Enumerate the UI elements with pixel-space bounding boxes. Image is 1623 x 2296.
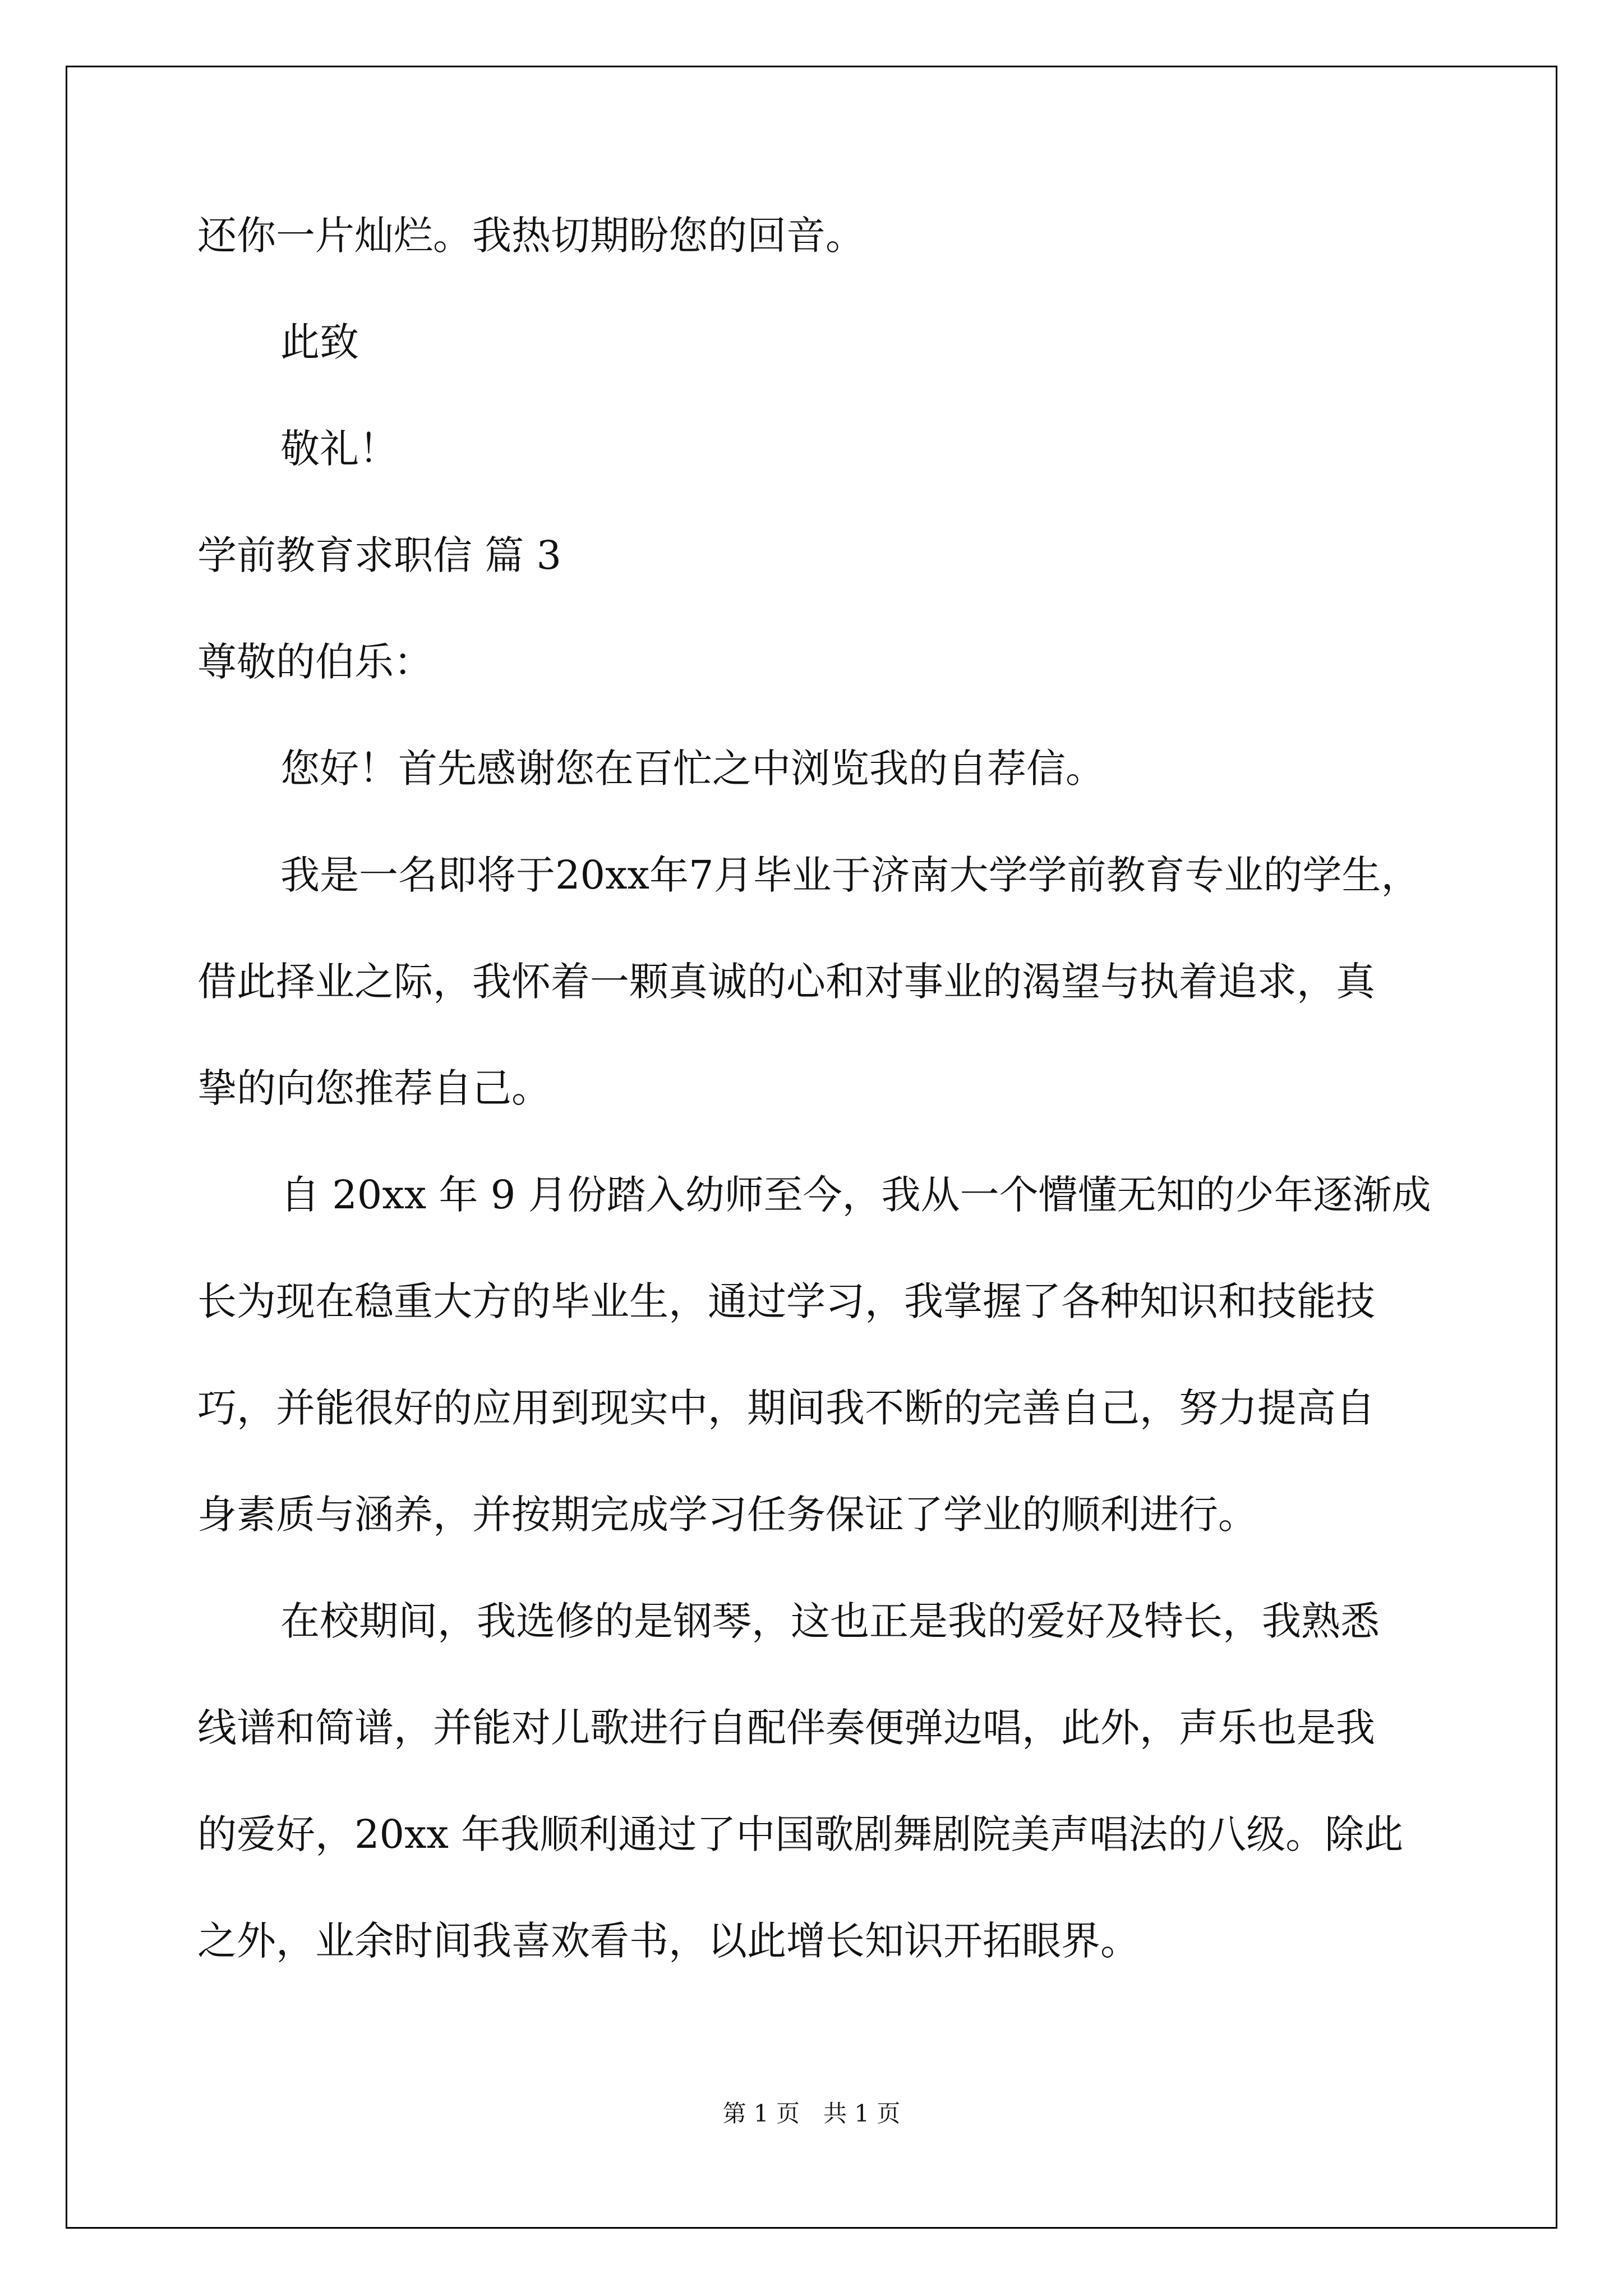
section-heading: 学前教育求职信 篇 3: [197, 532, 562, 578]
salutation-regards: 敬礼！: [280, 426, 398, 472]
closing-line: 还你一片灿烂。我热切期盼您的回音。: [197, 213, 865, 259]
page-border: [66, 66, 1557, 2229]
page-number-footer: 第 1 页 共 1 页: [722, 2100, 901, 2127]
paragraph-line: 之外，业余时间我喜欢看书，以此增长知识开拓眼界。: [197, 1918, 1140, 1964]
paragraph-line: 我是一名即将于20xx年7月毕业于济南大学学前教育专业的学生，: [280, 852, 1421, 898]
paragraph-line: 巧，并能很好的应用到现实中，期间我不断的完善自己，努力提高自: [197, 1385, 1375, 1431]
paragraph-line: 挚的向您推荐自己。: [197, 1065, 551, 1111]
paragraph-line: 的爱好，20xx 年我顺利通过了中国歌剧舞剧院美声唱法的八级。除此: [197, 1811, 1404, 1857]
paragraph-line: 身素质与涵养，并按期完成学习任务保证了学业的顺利进行。: [197, 1492, 1257, 1538]
salutation-closing: 此致: [280, 319, 359, 365]
paragraph-line: 您好！首先感谢您在百忙之中浏览我的自荐信。: [280, 746, 1105, 792]
paragraph-line: 自 20xx 年 9 月份踏入幼师至今，我从一个懵懂无知的少年逐渐成: [280, 1172, 1431, 1218]
greeting: 尊敬的伯乐：: [197, 639, 433, 685]
paragraph-line: 线谱和简谱，并能对儿歌进行自配伴奏便弹边唱，此外，声乐也是我: [197, 1705, 1375, 1751]
paragraph-line: 在校期间，我选修的是钢琴，这也正是我的爱好及特长，我熟悉: [280, 1598, 1380, 1644]
paragraph-line: 借此择业之际，我怀着一颗真诚的心和对事业的渴望与执着追求，真: [197, 959, 1375, 1005]
paragraph-line: 长为现在稳重大方的毕业生，通过学习，我掌握了各种知识和技能技: [197, 1278, 1375, 1324]
